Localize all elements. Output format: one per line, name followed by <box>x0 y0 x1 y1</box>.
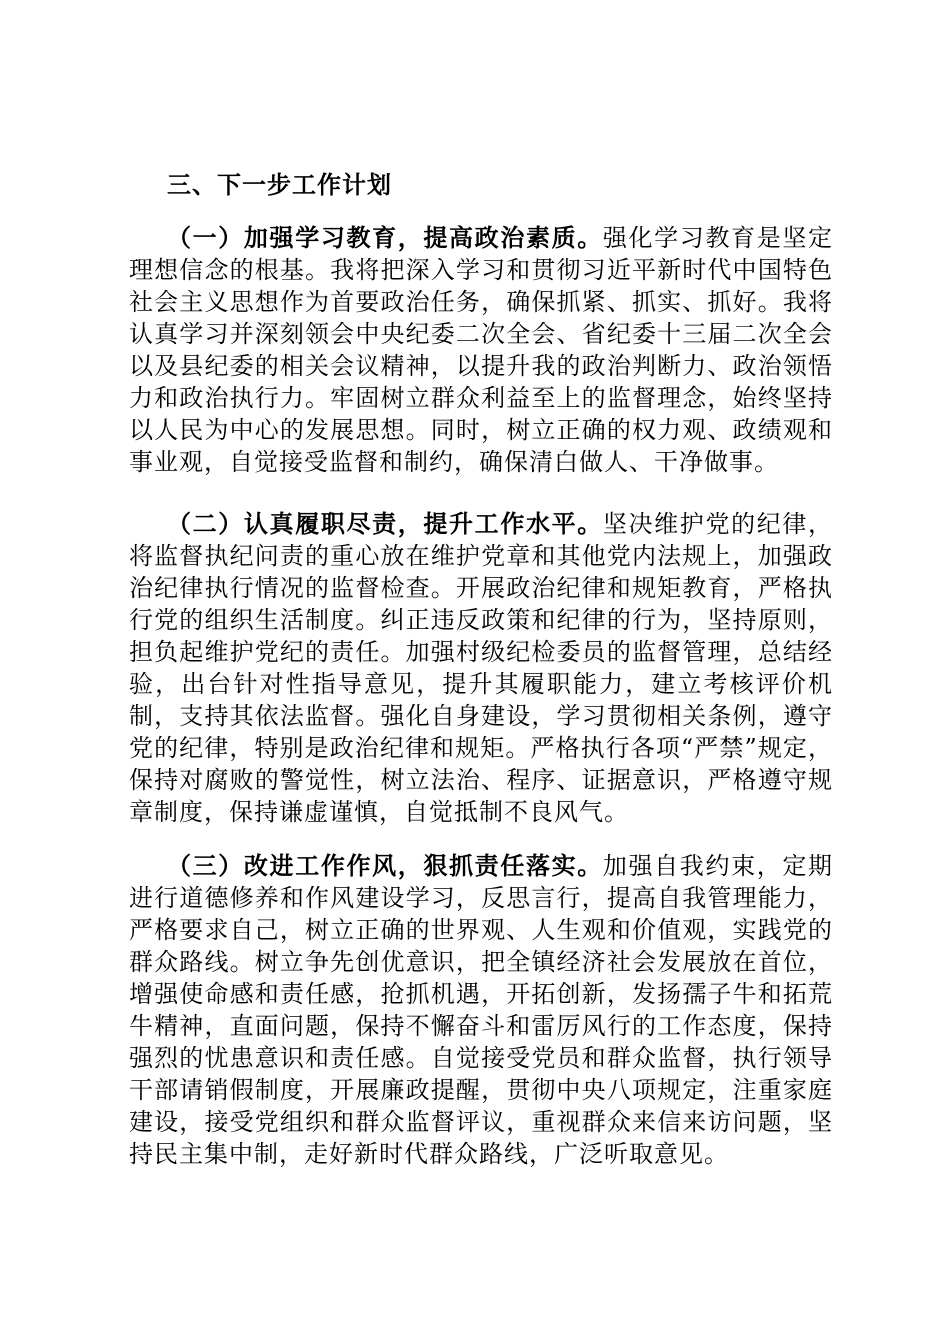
paragraph-2-lead: （二）认真履职尽责，提升工作水平。 <box>167 509 603 538</box>
paragraph-3 <box>129 850 833 1170</box>
paragraph-3-lead: （三）改进工作作风，狠抓责任落实。 <box>167 851 603 880</box>
section-heading: 三、下一步工作计划 <box>167 170 392 199</box>
paragraph-2-body: 坚决维护党的纪律，将监督执纪问责的重心放在维护党章和其他党内法规上，加强政治纪律执行情况的监督检查。开展政治纪律和规矩教育，严格执行党的组织生活制度。纠正违反政策和纪律的行为，坚持原则，担负起维护党纪的责任。加强村级纪检委员的监督管理，总结经验，出台针对性指导意见，提升其履职能力，建立考核评价机制，支持其依法监督。强化自身建设，学习贯彻相关条例，遵守党的纪律，特别是政治纪律和规矩。严格执行各项“严禁”规定，保持对腐败的警觉性，树立法治、程序、证据意识，严格遵守规章制度，保持谦虚谨慎，自觉抵制不良风气。 <box>129 510 834 826</box>
paragraph-1-lead: （一）加强学习教育，提高政治素质。 <box>167 223 603 252</box>
paragraph-3-body: 加强自我约束，定期进行道德修养和作风建设学习，反思言行，提高自我管理能力，严格要求自己，树立正确的世界观、人生观和价值观，实践党的群众路线。树立争先创优意识，把全镇经济社会发展放在首位，增强使命感和责任感，抢抓机遇，开拓创新，发扬孺子牛和拓荒牛精神，直面问题，保持不懈奋斗和雷厉风行的工作态度，保持强烈的忧患意识和责任感。自觉接受党员和群众监督，执行领导干部请销假制度，开展廉政提醒，贯彻中央八项规定，注重家庭建设，接受党组织和群众监督评议，重视群众来信来访问题，坚持民主集中制，走好新时代群众路线，广泛听取意见。 <box>129 852 834 1168</box>
paragraph-2 <box>129 508 833 828</box>
paragraph-1-body: 强化学习教育是坚定理想信念的根基。我将把深入学习和贯彻习近平新时代中国特色社会主义思想作为首要政治任务，确保抓紧、抓实、抓好。我将认真学习并深刻领会中央纪委二次全会、省纪委十三届二次全会以及县纪委的相关会议精神，以提升我的政治判断力、政治领悟力和政治执行力。牢固树立群众利益至上的监督理念，始终坚持以人民为中心的发展思想。同时，树立正确的权力观、政绩观和事业观，自觉接受监督和制约，确保清白做人、干净做事。 <box>129 224 834 476</box>
paragraph-1 <box>129 222 833 478</box>
